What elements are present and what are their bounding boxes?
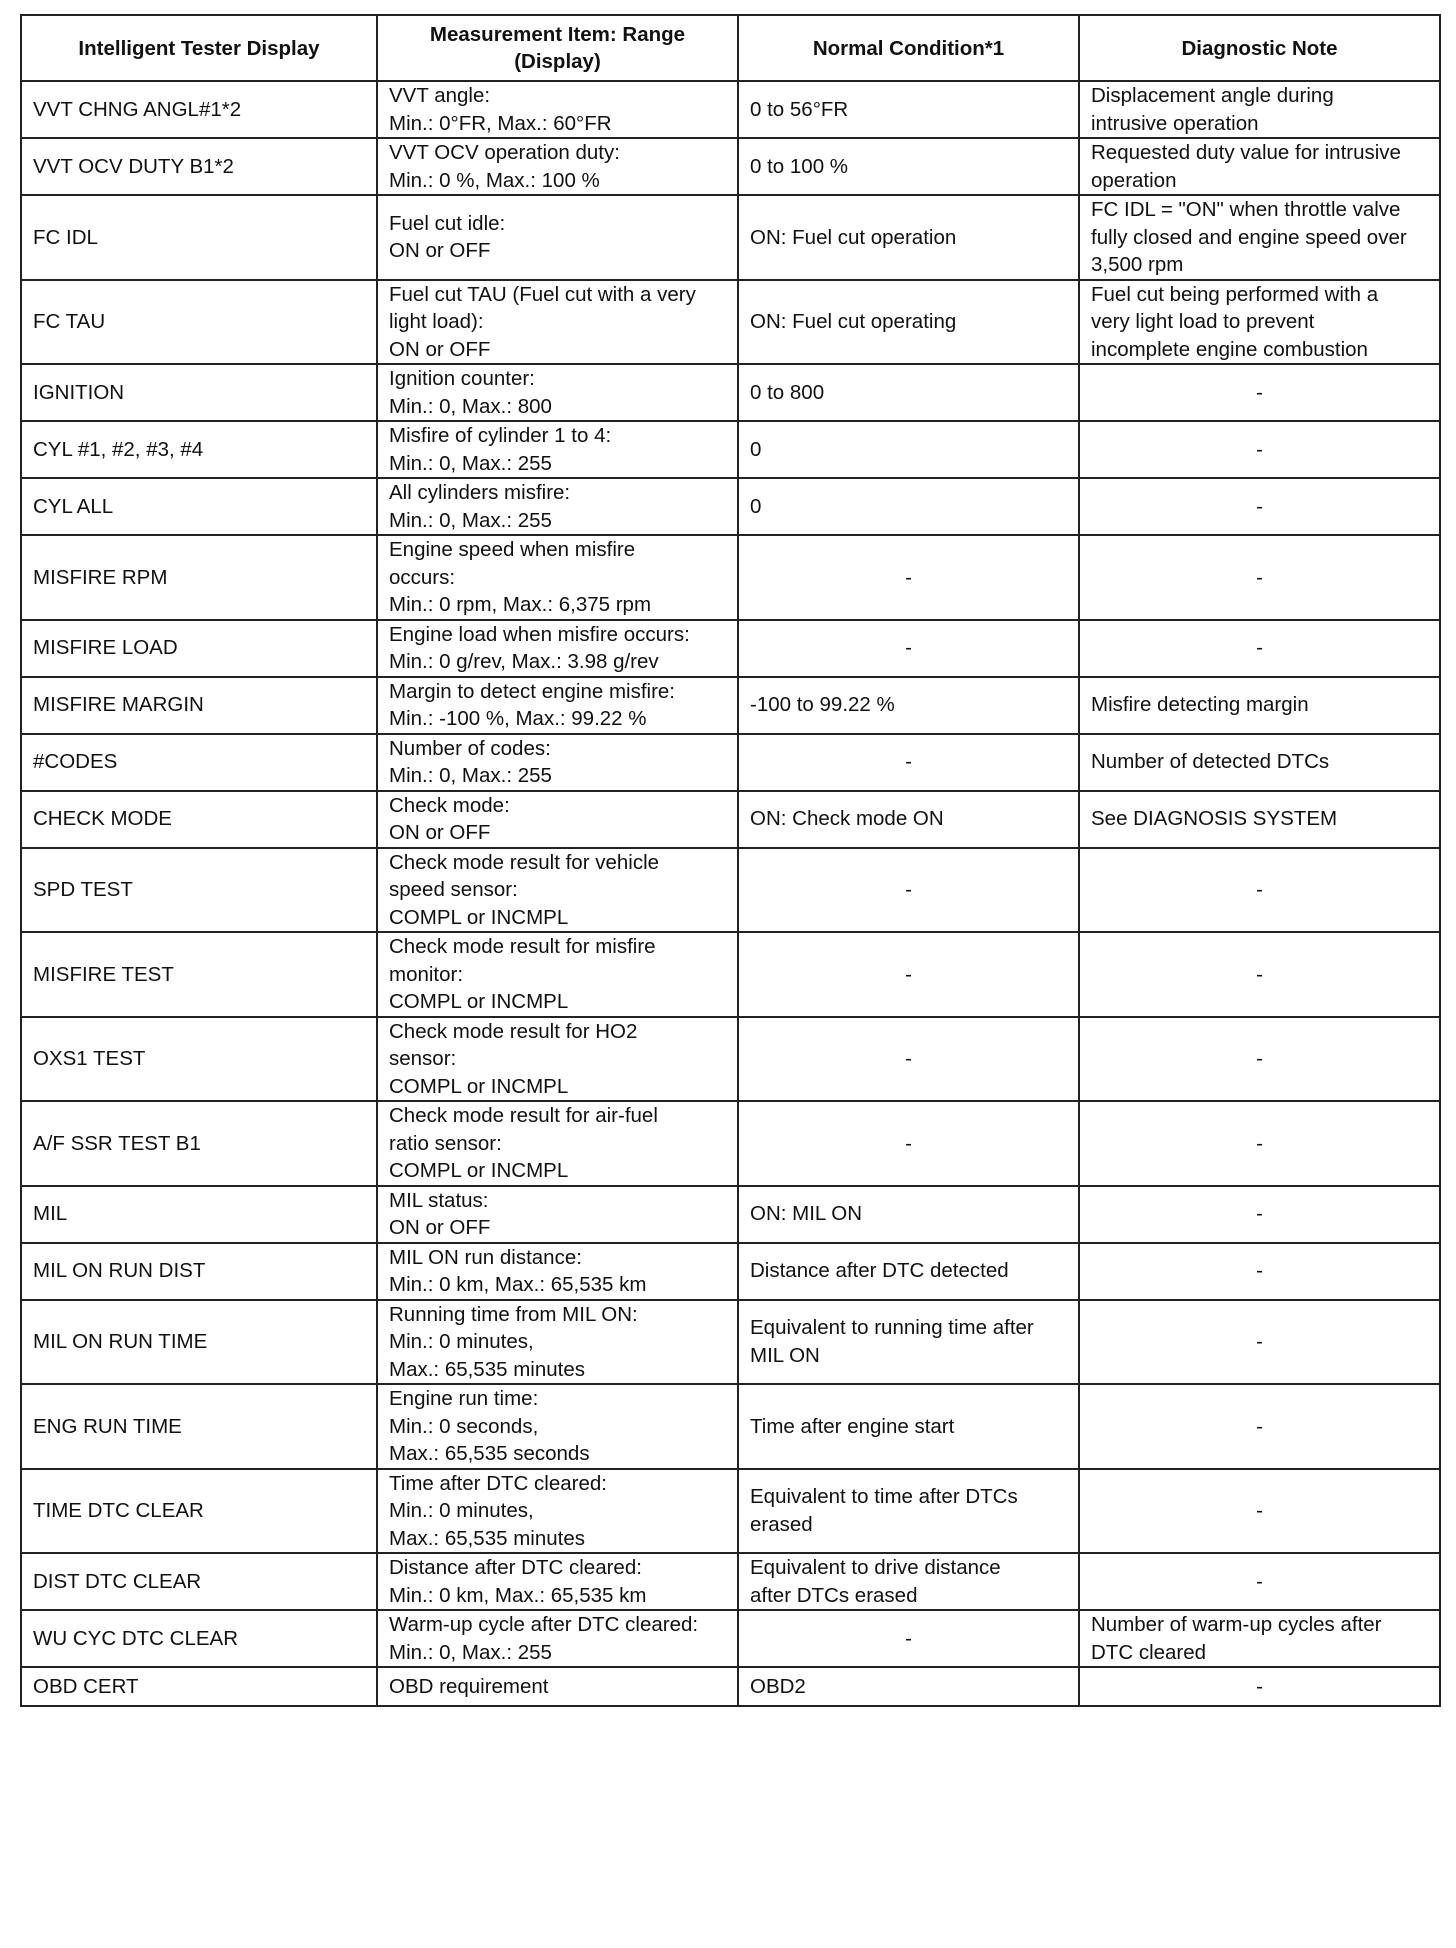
tester-display-cell: MISFIRE RPM [21, 535, 377, 620]
normal-condition-cell: - [738, 620, 1079, 677]
diagnostic-note-cell: - [1079, 364, 1440, 421]
tester-display-cell: FC IDL [21, 195, 377, 280]
tester-display-cell: MIL ON RUN TIME [21, 1300, 377, 1385]
table-row [21, 535, 1440, 620]
tester-display-cell: MISFIRE TEST [21, 932, 377, 1017]
normal-condition-cell: - [738, 848, 1079, 933]
tester-display-cell: MISFIRE LOAD [21, 620, 377, 677]
measurement-item-cell: Distance after DTC cleared: Min.: 0 km, Max.: 65,535 km [377, 1553, 738, 1610]
diagnostic-note-cell: Displacement angle during intrusive operation [1079, 81, 1440, 138]
normal-condition-cell: ON: Check mode ON [738, 791, 1079, 848]
tester-display-cell: FC TAU [21, 280, 377, 365]
table-row [21, 364, 1440, 421]
tester-display-cell: MISFIRE MARGIN [21, 677, 377, 734]
tester-display-cell: WU CYC DTC CLEAR [21, 1610, 377, 1667]
measurement-item-cell: Number of codes: Min.: 0, Max.: 255 [377, 734, 738, 791]
diagnostic-note-cell: - [1079, 848, 1440, 933]
normal-condition-cell: Equivalent to time after DTCs erased [738, 1469, 1079, 1554]
tester-display-cell: MIL [21, 1186, 377, 1243]
measurement-item-cell: Check mode result for HO2 sensor: COMPL or INCMPL [377, 1017, 738, 1102]
table-body [21, 81, 1440, 1706]
table-row [21, 791, 1440, 848]
tester-display-cell: VVT CHNG ANGL#1*2 [21, 81, 377, 138]
diagnostic-note-cell: See DIAGNOSIS SYSTEM [1079, 791, 1440, 848]
table-row [21, 1469, 1440, 1554]
diagnostic-note-cell: FC IDL = "ON" when throttle valve fully closed and engine speed over 3,500 rpm [1079, 195, 1440, 280]
normal-condition-cell: 0 to 800 [738, 364, 1079, 421]
measurement-item-cell: All cylinders misfire: Min.: 0, Max.: 255 [377, 478, 738, 535]
table-row [21, 677, 1440, 734]
diagnostic-note-cell: - [1079, 1469, 1440, 1554]
tester-display-cell: DIST DTC CLEAR [21, 1553, 377, 1610]
diagnostic-note-cell: - [1079, 535, 1440, 620]
measurement-item-cell: Check mode result for air-fuel ratio sensor: COMPL or INCMPL [377, 1101, 738, 1186]
measurement-item-cell: VVT angle: Min.: 0°FR, Max.: 60°FR [377, 81, 738, 138]
normal-condition-cell: - [738, 535, 1079, 620]
header-tester-display: Intelligent Tester Display [21, 15, 377, 81]
normal-condition-cell: - [738, 734, 1079, 791]
table-row [21, 1384, 1440, 1469]
diagnostic-note-cell: Fuel cut being performed with a very light load to prevent incomplete engine combustion [1079, 280, 1440, 365]
table-row [21, 81, 1440, 138]
table-row [21, 1553, 1440, 1610]
measurement-item-cell: Engine speed when misfire occurs: Min.: 0 rpm, Max.: 6,375 rpm [377, 535, 738, 620]
table-row [21, 1667, 1440, 1706]
tester-display-cell: VVT OCV DUTY B1*2 [21, 138, 377, 195]
diagnostic-data-table [20, 14, 1441, 1707]
diagnostic-note-cell: Requested duty value for intrusive operation [1079, 138, 1440, 195]
normal-condition-cell: Time after engine start [738, 1384, 1079, 1469]
header-row [21, 15, 1440, 81]
tester-display-cell: OXS1 TEST [21, 1017, 377, 1102]
normal-condition-cell: - [738, 932, 1079, 1017]
measurement-item-cell: Check mode: ON or OFF [377, 791, 738, 848]
diagnostic-note-cell: - [1079, 932, 1440, 1017]
table-header [21, 15, 1440, 81]
measurement-item-cell: Engine load when misfire occurs: Min.: 0 g/rev, Max.: 3.98 g/rev [377, 620, 738, 677]
table-row [21, 620, 1440, 677]
measurement-item-cell: VVT OCV operation duty: Min.: 0 %, Max.: 100 % [377, 138, 738, 195]
measurement-item-cell: Fuel cut idle: ON or OFF [377, 195, 738, 280]
table-row [21, 1610, 1440, 1667]
normal-condition-cell: ON: Fuel cut operation [738, 195, 1079, 280]
measurement-item-cell: MIL status: ON or OFF [377, 1186, 738, 1243]
normal-condition-cell: Equivalent to running time after MIL ON [738, 1300, 1079, 1385]
diagnostic-note-cell: Misfire detecting margin [1079, 677, 1440, 734]
normal-condition-cell: 0 to 56°FR [738, 81, 1079, 138]
measurement-item-cell: Check mode result for vehicle speed sensor: COMPL or INCMPL [377, 848, 738, 933]
tester-display-cell: TIME DTC CLEAR [21, 1469, 377, 1554]
measurement-item-cell: Time after DTC cleared: Min.: 0 minutes, Max.: 65,535 minutes [377, 1469, 738, 1554]
table-row [21, 280, 1440, 365]
measurement-item-cell: Engine run time: Min.: 0 seconds, Max.: 65,535 seconds [377, 1384, 738, 1469]
normal-condition-cell: ON: Fuel cut operating [738, 280, 1079, 365]
table-row [21, 848, 1440, 933]
diagnostic-note-cell: - [1079, 1384, 1440, 1469]
normal-condition-cell: - [738, 1101, 1079, 1186]
diagnostic-note-cell: - [1079, 620, 1440, 677]
diagnostic-note-cell: Number of detected DTCs [1079, 734, 1440, 791]
measurement-item-cell: Warm-up cycle after DTC cleared: Min.: 0, Max.: 255 [377, 1610, 738, 1667]
diagnostic-note-cell: Number of warm-up cycles after DTC cleared [1079, 1610, 1440, 1667]
table-row [21, 932, 1440, 1017]
tester-display-cell: A/F SSR TEST B1 [21, 1101, 377, 1186]
tester-display-cell: OBD CERT [21, 1667, 377, 1706]
table-row [21, 1300, 1440, 1385]
normal-condition-cell: ON: MIL ON [738, 1186, 1079, 1243]
tester-display-cell: SPD TEST [21, 848, 377, 933]
normal-condition-cell: - [738, 1017, 1079, 1102]
normal-condition-cell: -100 to 99.22 % [738, 677, 1079, 734]
diagnostic-note-cell: - [1079, 1243, 1440, 1300]
table-row [21, 138, 1440, 195]
normal-condition-cell: 0 [738, 421, 1079, 478]
normal-condition-cell: Distance after DTC detected [738, 1243, 1079, 1300]
table-row [21, 1243, 1440, 1300]
tester-display-cell: CYL ALL [21, 478, 377, 535]
table-row [21, 478, 1440, 535]
table-row [21, 1017, 1440, 1102]
measurement-item-cell: Margin to detect engine misfire: Min.: -100 %, Max.: 99.22 % [377, 677, 738, 734]
diagnostic-note-cell: - [1079, 1017, 1440, 1102]
tester-display-cell: ENG RUN TIME [21, 1384, 377, 1469]
table-row [21, 421, 1440, 478]
table-row [21, 1101, 1440, 1186]
diagnostic-note-cell: - [1079, 1667, 1440, 1706]
header-measurement-item: Measurement Item: Range (Display) [377, 15, 738, 81]
table-row [21, 195, 1440, 280]
normal-condition-cell: 0 [738, 478, 1079, 535]
diagnostic-note-cell: - [1079, 1101, 1440, 1186]
tester-display-cell: IGNITION [21, 364, 377, 421]
measurement-item-cell: Ignition counter: Min.: 0, Max.: 800 [377, 364, 738, 421]
diagnostic-note-cell: - [1079, 421, 1440, 478]
normal-condition-cell: 0 to 100 % [738, 138, 1079, 195]
normal-condition-cell: - [738, 1610, 1079, 1667]
diagnostic-note-cell: - [1079, 1300, 1440, 1385]
diagnostic-note-cell: - [1079, 478, 1440, 535]
normal-condition-cell: Equivalent to drive distance after DTCs erased [738, 1553, 1079, 1610]
measurement-item-cell: Fuel cut TAU (Fuel cut with a very light load): ON or OFF [377, 280, 738, 365]
header-diagnostic-note: Diagnostic Note [1079, 15, 1440, 81]
header-normal-condition: Normal Condition*1 [738, 15, 1079, 81]
measurement-item-cell: Misfire of cylinder 1 to 4: Min.: 0, Max.: 255 [377, 421, 738, 478]
tester-display-cell: CHECK MODE [21, 791, 377, 848]
measurement-item-cell: MIL ON run distance: Min.: 0 km, Max.: 65,535 km [377, 1243, 738, 1300]
tester-display-cell: MIL ON RUN DIST [21, 1243, 377, 1300]
normal-condition-cell: OBD2 [738, 1667, 1079, 1706]
table-row [21, 1186, 1440, 1243]
measurement-item-cell: Running time from MIL ON: Min.: 0 minutes, Max.: 65,535 minutes [377, 1300, 738, 1385]
measurement-item-cell: OBD requirement [377, 1667, 738, 1706]
diagnostic-note-cell: - [1079, 1553, 1440, 1610]
tester-display-cell: CYL #1, #2, #3, #4 [21, 421, 377, 478]
measurement-item-cell: Check mode result for misfire monitor: COMPL or INCMPL [377, 932, 738, 1017]
tester-display-cell: #CODES [21, 734, 377, 791]
diagnostic-note-cell: - [1079, 1186, 1440, 1243]
table-row [21, 734, 1440, 791]
